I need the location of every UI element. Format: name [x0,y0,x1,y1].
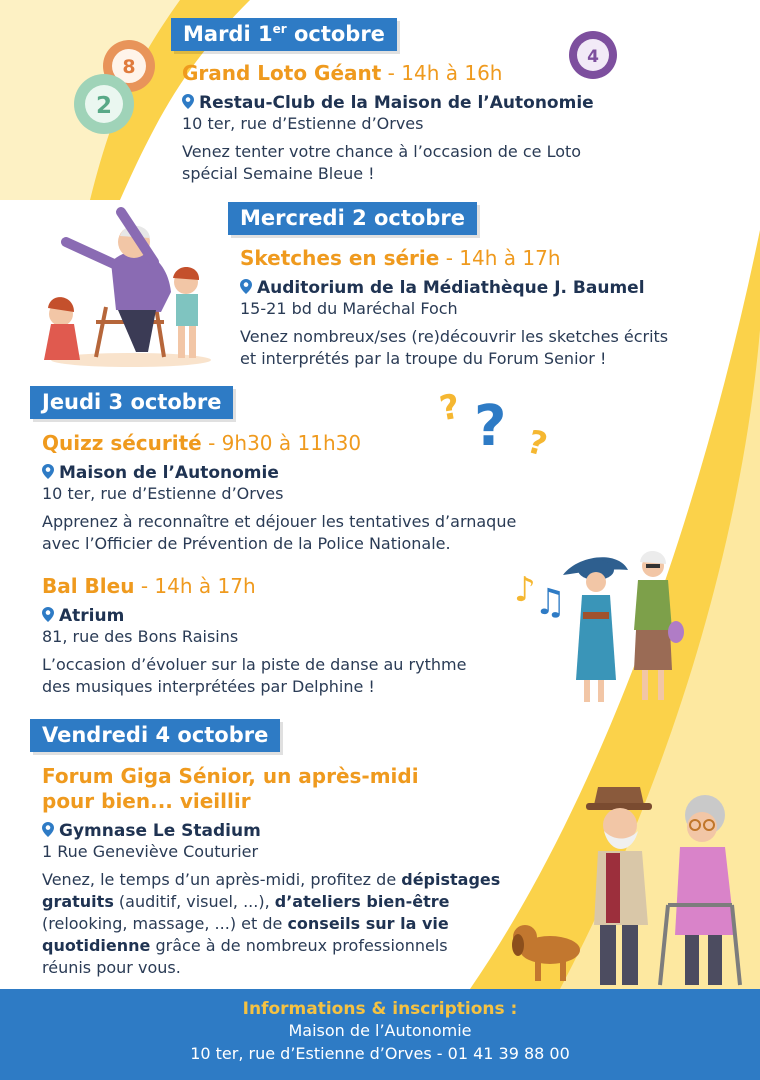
location-pin-icon [42,607,54,622]
day-label: Mardi 1 [183,22,273,46]
event-loto [182,61,594,185]
footer-heading: Informations & inscriptions : [242,999,518,1019]
music-note-icon: ♫ [534,582,567,623]
music-note-icon: ♪ [514,570,536,610]
day-label: octobre [286,22,385,46]
loto-ball-icon [72,72,136,136]
svg-text:2: 2 [95,93,113,119]
svg-text:8: 8 [122,56,136,78]
event-description: Venez, le temps d’un après-midi, profitez de dépistages gratuits (auditif, visuel, ...), d’ateliers bien-être (relooking, massage, ...) et de conseils sur la vie quotidienne grâce à de nombreux professionnels réunis pour vous. [42,870,501,977]
svg-text:4: 4 [587,47,599,67]
event-title: Grand Loto Géant - 14h à 16h [182,61,503,85]
footer-line: Maison de l’Autonomie [288,1021,472,1040]
event-sketches [240,246,668,370]
event-description: L’occasion d’évoluer sur la piste de danse au rythme des musiques interprétées par Delphine ! [42,655,467,696]
dancing-ladies-illustration [558,540,688,710]
event-place: Auditorium de la Médiathèque J. Baumel [240,277,668,299]
day-header-friday: Vendredi 4 octobre [30,719,280,752]
event-address: 10 ter, rue d’Estienne d’Orves [182,114,424,133]
event-title: Forum Giga Sénior, un après-midi pour bien... vieillir [42,764,419,813]
event-description: Venez tenter votre chance à l’occasion de ce Loto spécial Semaine Bleue ! [182,142,582,183]
event-bal-bleu [42,574,466,698]
event-place: Gymnase Le Stadium [42,820,500,842]
question-mark-icon: ? [474,394,507,459]
event-description: Apprenez à reconnaître et déjouer les tentatives d’arnaque avec l’Officier de Prévention de la Police Nationale. [42,512,517,553]
event-description: Venez nombreux/ses (re)découvrir les sketches écrits et interprétés par la troupe du Forum Senior ! [240,327,669,368]
footer-contact-line: 10 ter, rue d’Estienne d’Orves - 01 41 39 88 00 [190,1044,570,1063]
event-address: 15-21 bd du Maréchal Foch [240,299,458,318]
event-title: Sketches en série - 14h à 17h [240,246,561,270]
seniors-walking-illustration [510,775,750,989]
day-header-wednesday: Mercredi 2 octobre [228,202,477,235]
event-place: Maison de l’Autonomie [42,462,516,484]
location-pin-icon [42,464,54,479]
location-pin-icon [182,94,194,109]
question-mark-icon: ? [436,386,464,430]
event-quizz [42,431,516,555]
day-header-thursday: Jeudi 3 octobre [30,386,233,419]
event-forum [42,764,500,979]
footer-info [0,989,760,1080]
event-place: Restau-Club de la Maison de l’Autonomie [182,92,594,114]
location-pin-icon [42,822,54,837]
event-address: 1 Rue Geneviève Couturier [42,842,259,861]
event-place: Atrium [42,605,466,627]
event-address: 81, rue des Bons Raisins [42,627,239,646]
theatre-illustration [36,202,226,372]
location-pin-icon [240,279,252,294]
event-address: 10 ter, rue d’Estienne d’Orves [42,484,284,503]
event-title: Bal Bleu - 14h à 17h [42,574,256,598]
question-mark-icon: ? [523,422,552,464]
day-header-tuesday [171,18,397,51]
day-label-superscript: er [272,22,287,36]
event-title: Quizz sécurité - 9h30 à 11h30 [42,431,362,455]
